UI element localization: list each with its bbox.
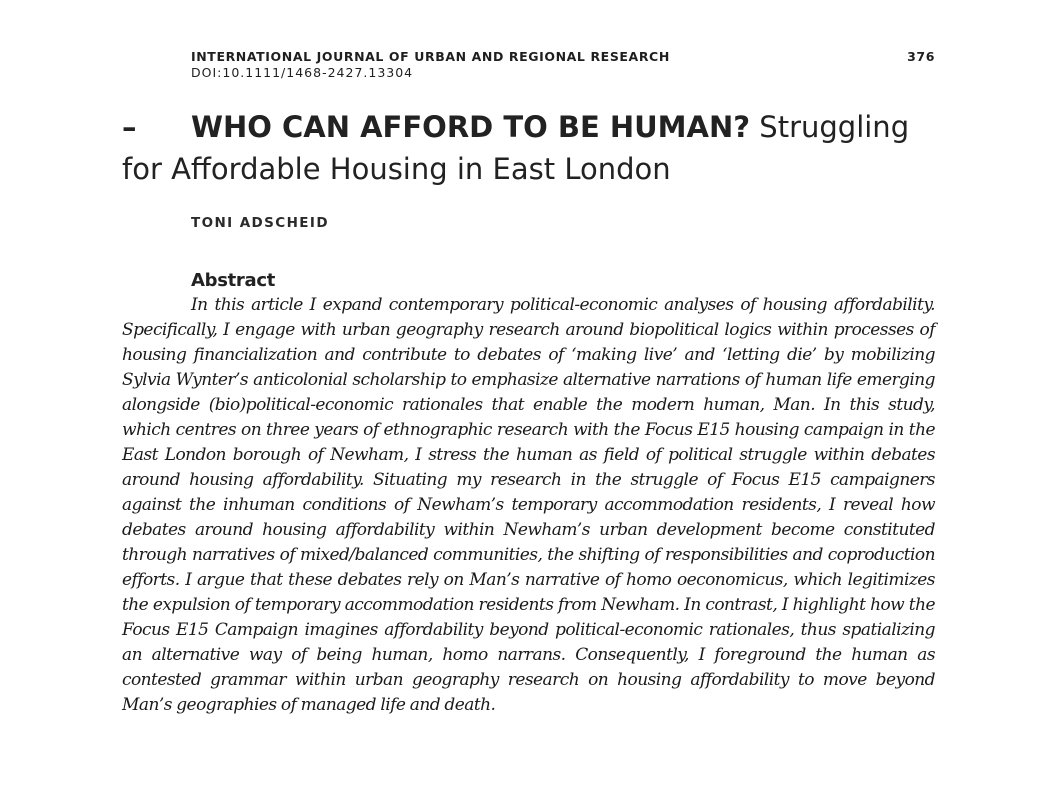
abstract-text: In this article I expand contemporary political-economic analyses of housing affordability. Specifically, I engage with urban geography research around biopolitical logics within processes of housing financialization and contribute to debates of ‘making live’ and ‘letting die’ by mobilizing Sylvia Wynter’s anticolonial scholarship to emphasize alternative narrations of human life emerging alongside (bio)political-economic rationales that enable the modern human, Man. In this study, which centres on three years of ethnographic research with the Focus E15 housing campaign in the East London borough of Newham, I stress the human as field of political struggle within debates around housing affordability. Situating my research in the struggle of Focus E15 campaigners against the inhuman conditions of Newham’s temporary accommodation residents, I reveal how debates around housing affordability within Newham’s urban development become constituted through narratives of mixed/balanced communities, the shifting of responsibilities and coproduction efforts. I argue that these debates rely on Man’s narrative of homo oeconomicus, which legitimizes the expulsion of temporary accommodation residents from Newham. In contrast, I highlight how the Focus E15 Campaign imagines affordability beyond political-economic rationales, thus spatializing an alternative way of being human, homo narrans. Consequently, I foreground the human as contested grammar within urban geography research on housing affordability to move beyond Man’s geographies of managed life and death.	[122, 295, 935, 715]
journal-line	[191, 49, 935, 65]
article-title	[122, 106, 952, 190]
journal-name: INTERNATIONAL JOURNAL OF URBAN AND REGIONAL RESEARCH	[191, 49, 670, 64]
page-number: 376	[907, 49, 935, 64]
title-subtitle: Struggling for Affordable Housing in East London	[122, 110, 910, 186]
author-name: TONI ADSCHEID	[191, 215, 329, 231]
doi: DOI:10.1111/1468-2427.13304	[191, 65, 414, 80]
abstract-heading: Abstract	[191, 270, 276, 291]
title-dash: –	[122, 110, 137, 144]
title-main: WHO CAN AFFORD TO BE HUMAN?	[191, 110, 751, 144]
running-head	[191, 49, 935, 81]
